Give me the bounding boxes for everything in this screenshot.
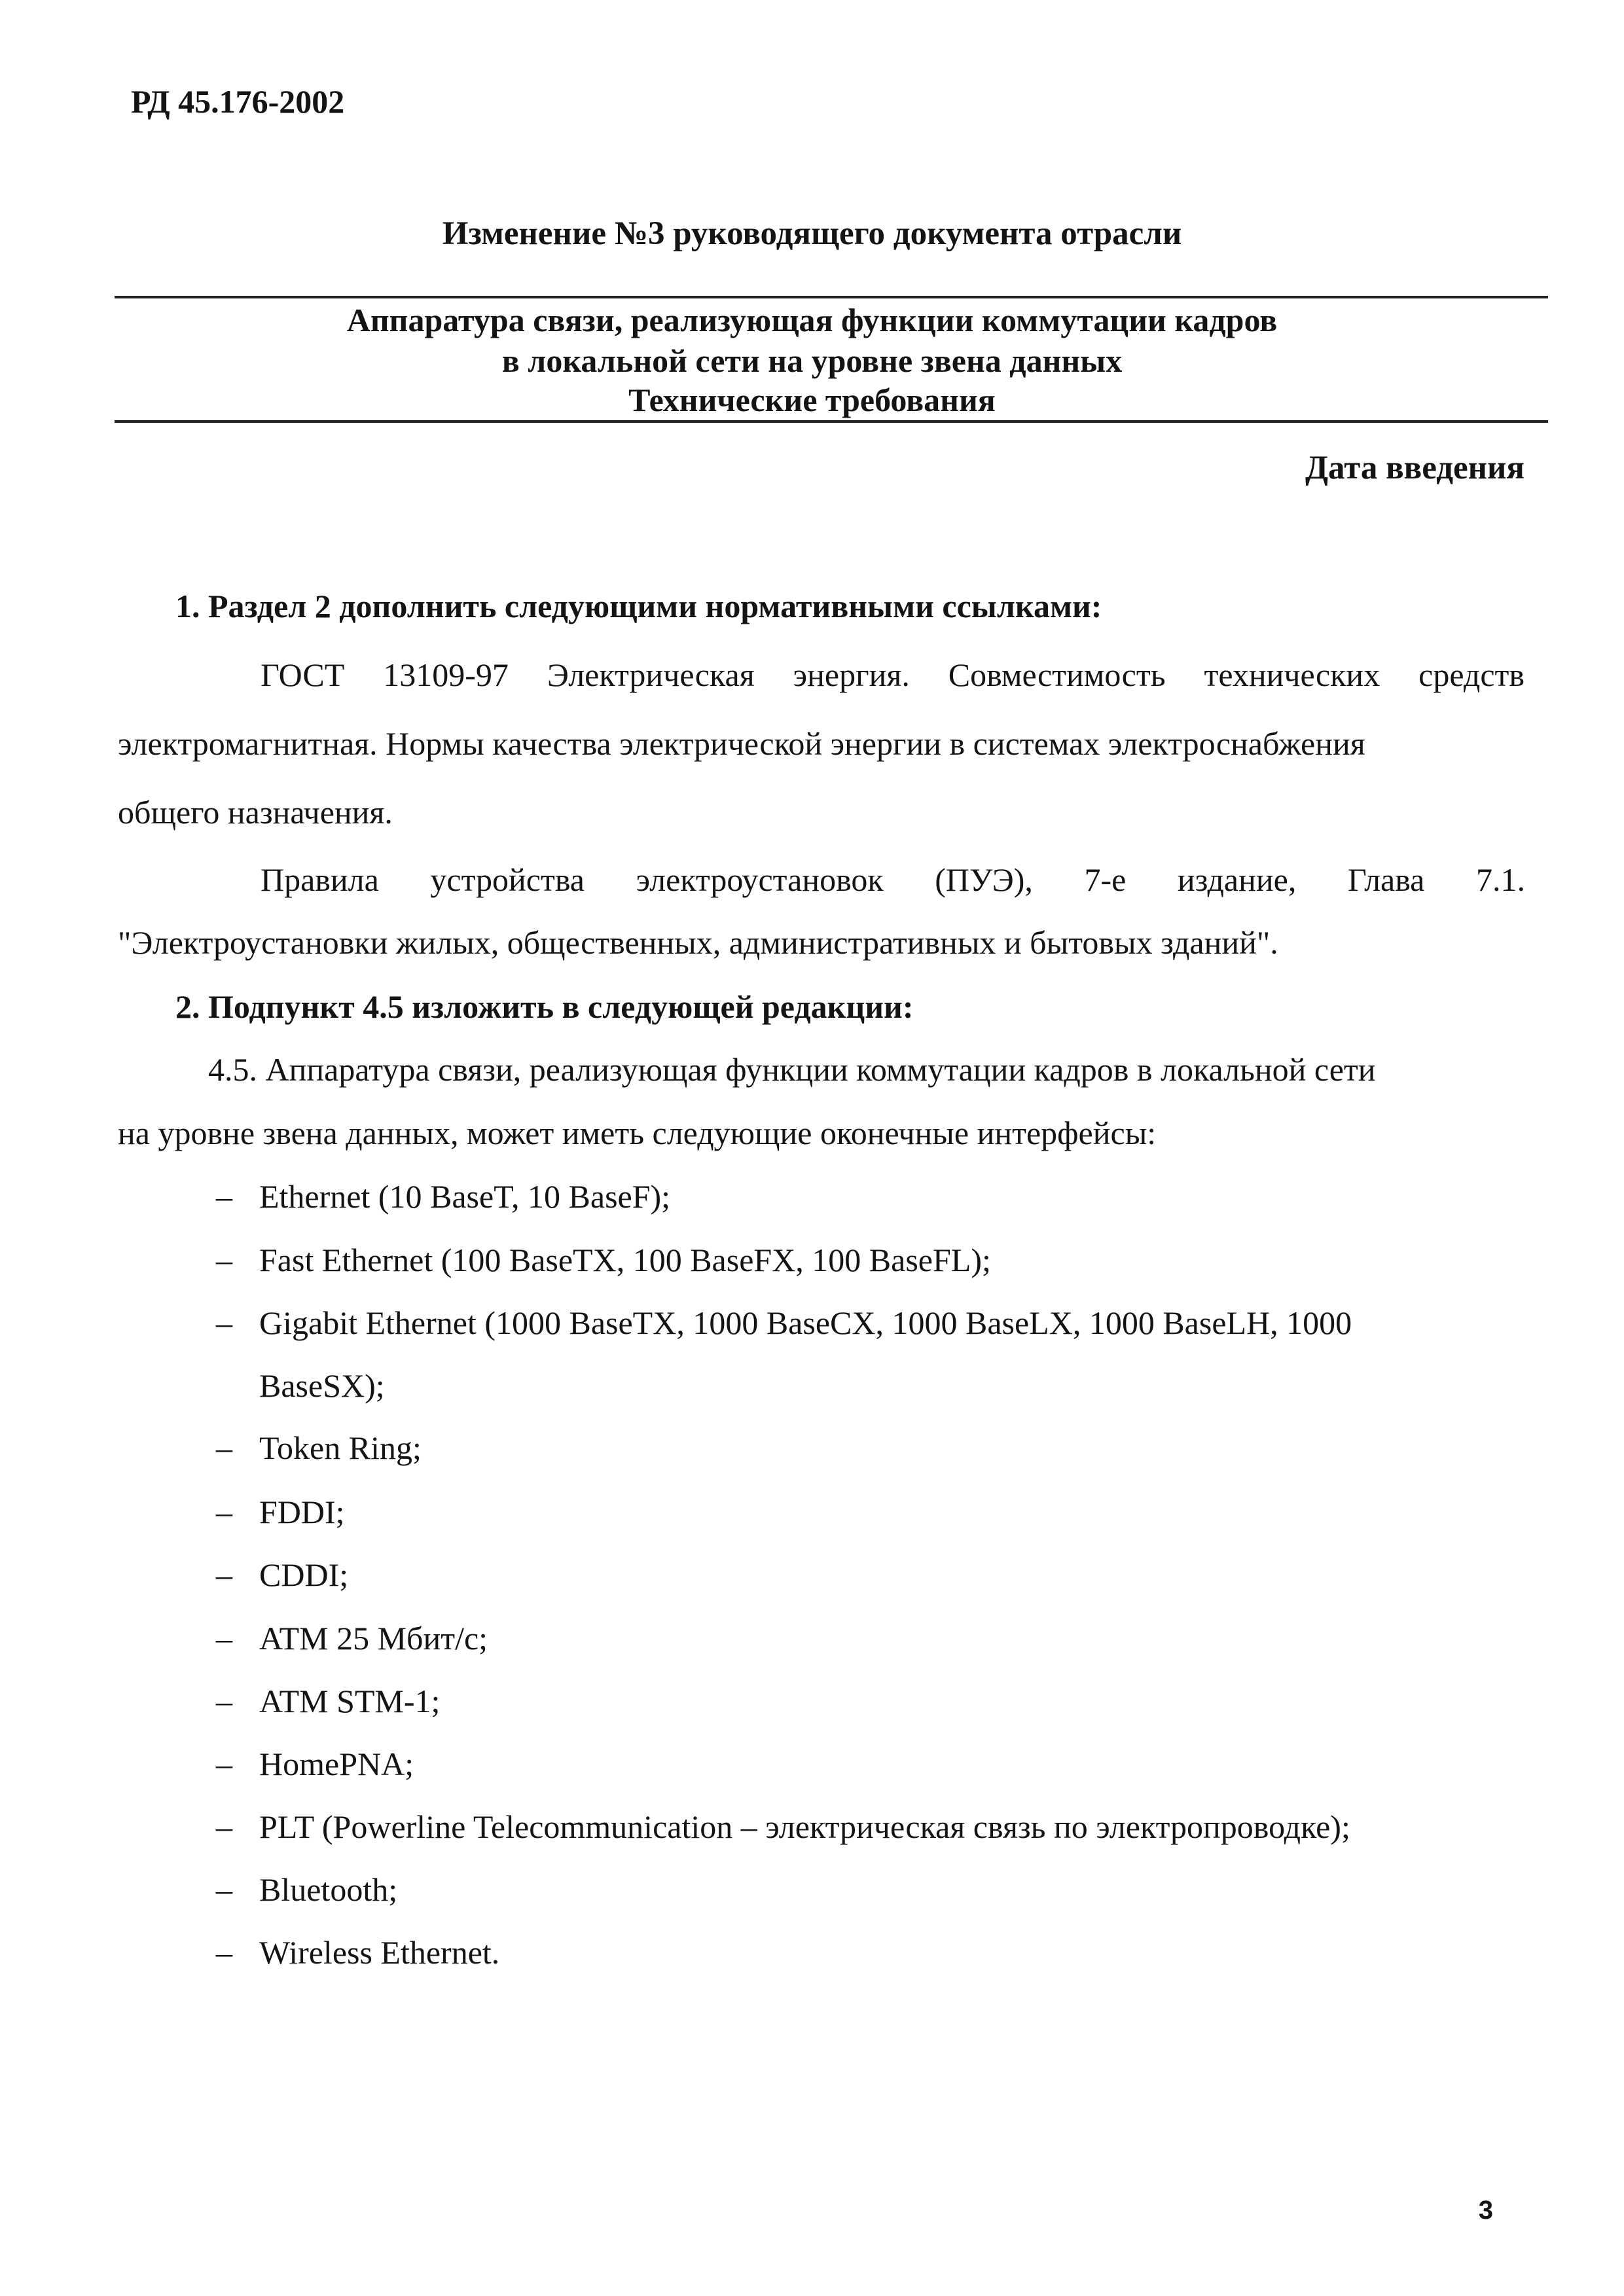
gost-word: Электрическая (547, 656, 755, 693)
rules-word: 7-е (1084, 861, 1127, 898)
rules-word: электроустановок (636, 861, 884, 898)
rules-reference-line-1 (261, 861, 1525, 899)
rules-word: Глава (1347, 861, 1425, 898)
gost-word: энергия. (793, 656, 910, 693)
interface-list-item: – FDDI; (216, 1494, 345, 1530)
title-bottom-rule (115, 420, 1548, 423)
interface-list-item: – HomePNA; (216, 1746, 414, 1782)
document-code: РД 45.176-2002 (131, 83, 345, 120)
gost-word: 13109-97 (383, 656, 509, 693)
gost-word: ГОСТ (261, 656, 345, 693)
interface-list-item: – PLT (Powerline Telecommunication – электрическая связь по электропроводке); (216, 1808, 1350, 1845)
interface-list-item: – Fast Ethernet (100 BaseTX, 100 BaseFX, 100 BaseFL); (216, 1242, 991, 1278)
interface-list-item: – Ethernet (10 BaseT, 10 BaseF); (216, 1178, 671, 1215)
page-number: 3 (1478, 2196, 1493, 2225)
gost-reference-line-1 (261, 656, 1525, 694)
interface-list-item: – Bluetooth; (216, 1871, 398, 1908)
interface-list-item-continuation: BaseSX); (259, 1367, 385, 1404)
rules-reference-line-2: "Электроустановки жилых, общественных, административных и бытовых зданий". (118, 924, 1278, 961)
document-title-line-3: Технические требования (628, 382, 996, 418)
rules-word: (ПУЭ), (935, 861, 1033, 898)
gost-word: средств (1418, 656, 1525, 693)
subclause-4-5-line-2: на уровне звена данных, может иметь следующие оконечные интерфейсы: (118, 1115, 1157, 1151)
gost-word: Совместимость (948, 656, 1166, 693)
document-title-line-2: в локальной сети на уровне звена данных (501, 342, 1123, 379)
gost-reference-line-3: общего назначения. (118, 794, 393, 831)
rules-word: устройства (430, 861, 585, 898)
interface-list-item: – ATM STM-1; (216, 1683, 441, 1719)
interface-list-item: – Gigabit Ethernet (1000 BaseTX, 1000 BaseCX, 1000 BaseLX, 1000 BaseLH, 1000 (216, 1304, 1352, 1341)
rules-word: издание, (1177, 861, 1297, 898)
interface-list-item: – Token Ring; (216, 1429, 422, 1466)
interface-list-item: – ATM 25 Мбит/с; (216, 1620, 488, 1657)
section-1-heading: 1. Раздел 2 дополнить следующими нормативными ссылками: (175, 588, 1102, 624)
interface-list-item: – CDDI; (216, 1556, 349, 1593)
section-2-heading: 2. Подпункт 4.5 изложить в следующей редакции: (175, 988, 914, 1025)
interface-list-item: – Wireless Ethernet. (216, 1934, 500, 1971)
gost-word: технических (1204, 656, 1380, 693)
rules-word: 7.1. (1475, 861, 1525, 898)
gost-reference-line-2: электромагнитная. Нормы качества электрической энергии в системах электроснабжения (118, 725, 1365, 762)
change-title: Изменение №3 руководящего документа отрасли (442, 215, 1182, 252)
document-title-line-1: Аппаратура связи, реализующая функции коммутации кадров (346, 302, 1278, 338)
subclause-4-5-line-1: 4.5. Аппаратура связи, реализующая функции коммутации кадров в локальной сети (208, 1051, 1376, 1088)
rules-word: Правила (261, 861, 379, 898)
title-top-rule (115, 296, 1548, 298)
introduction-date-label: Дата введения (1305, 450, 1525, 486)
